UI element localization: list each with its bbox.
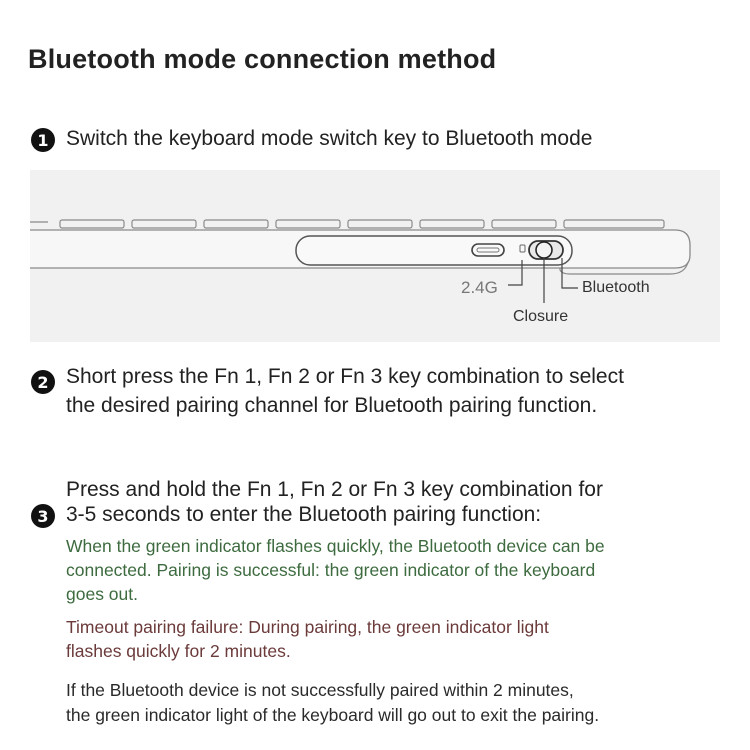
step-1-text: Switch the keyboard mode switch key to Bluetooth mode bbox=[66, 127, 593, 150]
step-2-line-2: the desired pairing channel for Bluetooth pairing function. bbox=[66, 394, 598, 417]
step-3-number: 3 bbox=[31, 504, 55, 528]
success-note-line-2: connected. Pairing is successful: the green indicator of the keyboard bbox=[66, 560, 596, 580]
keyboard-side-drawing bbox=[30, 170, 720, 342]
exit-note-line-2: the green indicator light of the keyboard will go out to exit the pairing. bbox=[66, 705, 600, 725]
success-note-line-3: goes out. bbox=[66, 584, 138, 604]
label-2-4g: 2.4G bbox=[461, 278, 498, 297]
exit-note-line-1: If the Bluetooth device is not successfully paired within 2 minutes, bbox=[66, 680, 574, 700]
step-1-number: 1 bbox=[31, 128, 55, 152]
step-3-line-1: Press and hold the Fn 1, Fn 2 or Fn 3 key combination for bbox=[66, 478, 603, 501]
label-closure: Closure bbox=[513, 308, 569, 325]
label-bluetooth: Bluetooth bbox=[582, 279, 650, 296]
step-2-line-1: Short press the Fn 1, Fn 2 or Fn 3 key combination to select bbox=[66, 365, 624, 388]
timeout-note-line-1: Timeout pairing failure: During pairing, the green indicator light bbox=[66, 617, 549, 637]
timeout-note-line-2: flashes quickly for 2 minutes. bbox=[66, 641, 291, 661]
step-2-number: 2 bbox=[31, 370, 55, 394]
page-title: Bluetooth mode connection method bbox=[28, 44, 497, 74]
step-3-line-2: 3-5 seconds to enter the Bluetooth pairing function: bbox=[66, 503, 542, 526]
success-note-line-1: When the green indicator flashes quickly, the Bluetooth device can be bbox=[66, 536, 605, 556]
keyboard-side-illustration bbox=[30, 170, 720, 342]
